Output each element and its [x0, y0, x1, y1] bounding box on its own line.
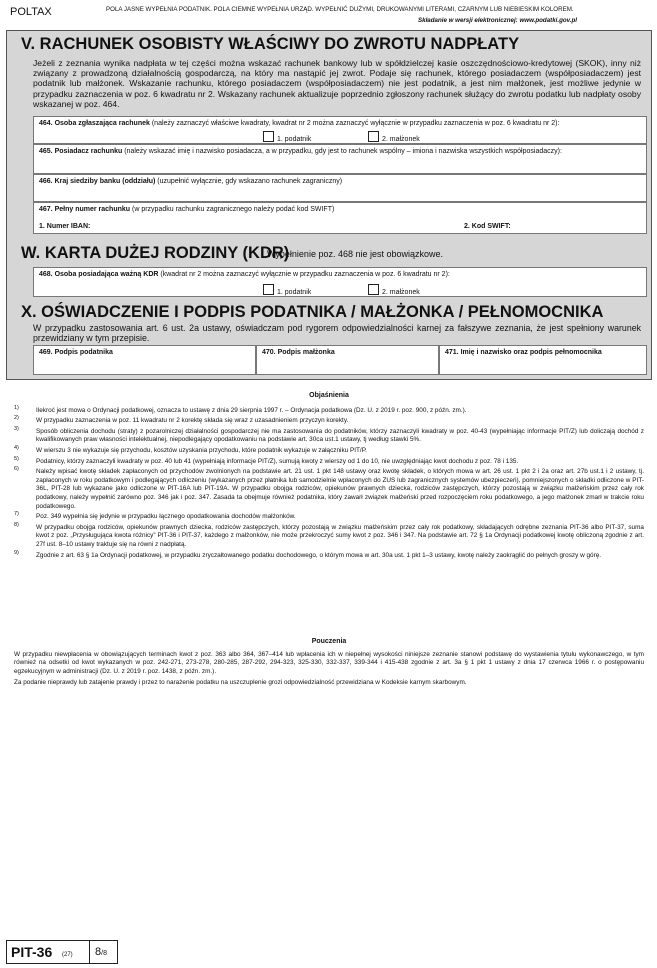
- checkbox-icon[interactable]: [368, 131, 379, 142]
- form-footer: [6, 940, 118, 964]
- field-468-hint: (kwadrat nr 2 można zaznaczyć wyłącznie w przypadku zaznaczenia w poz. 6 kwadratu nr 2):: [160, 271, 450, 278]
- explanations-title: Objaśnienia: [309, 392, 349, 399]
- field-467-label: 467. Pełny numer rachunku: [39, 206, 131, 213]
- field-467-hint: (w przypadku rachunku zagranicznego należy podać kod SWIFT): [132, 206, 335, 213]
- field-469[interactable]: 469. Podpis podatnika: [33, 345, 256, 375]
- explanation-text: Sposób obliczenia dochodu (straty) z pozarolniczej działalności gospodarczej nie ma zastosowania do podatników, którzy zaznaczyli kwadraty w poz. 40-43 (wypełniając informacje PIT/Z) lub doliczają dochód z kwalifikowanych praw własności intelektualnej, niepodlegający opodatkowaniu na podstawie art. 30ca ust.1 ustawy, tj według stawki 5%.: [36, 427, 644, 444]
- explanation-text: W przypadku zaznaczenia w poz. 11 kwadratu nr 2 korektę składa się wraz z uzasadnieniem przyczyn korekty.: [36, 417, 349, 425]
- explanation-text: Ilekroć jest mowa o Ordynacji podatkowej, oznacza to ustawę z dnia 29 sierpnia 1997 r. – Ordynacja podatkowa (Dz. U. z 2019 r. poz. 900, z późn. zm.).: [36, 406, 467, 414]
- section-x-title: X. OŚWIADCZENIE I PODPIS PODATNIKA / MAŁŻONKA / PEŁNOMOCNIKA: [21, 303, 604, 321]
- field-468-option-malzonek[interactable]: 2. małżonek: [368, 284, 420, 296]
- checkbox-icon[interactable]: [263, 284, 274, 295]
- explanation-text: Podatnicy, którzy zaznaczyli kwadraty w poz. 40 lub 41 (wypełniają informacje PIT/Z), sumują kwoty z wierszy od 1 do 10, nie uwzględniając kwot dochodu z poz. 78 i 135.: [36, 457, 519, 465]
- explanation-item: [14, 444, 644, 456]
- field-465-label: 465. Posiadacz rachunku: [39, 148, 123, 155]
- explanation-number: 5): [14, 455, 19, 462]
- explanation-item: [14, 513, 644, 522]
- checkbox-icon[interactable]: [368, 284, 379, 295]
- explanation-number: 6): [14, 466, 19, 473]
- explanation-text: Należy wpisać kwotę składek zapłaconych od przychodów zwolnionych na podstawie art. 21 ust. 1 pkt 148 ustawy oraz kwotę składek, o których mowa w art. 26 ust. 1 pkt 2 i 2a oraz art. 27b ust.1 i 2 ustawy, tj. zapłaconych w roku podatkowym i podlegających odliczeniu (wykazanych przez płatnika lub samodzielnie wpłaconych do ZUS lub zagranicznych systemów ubezpieczeń), pomniejszonych o składki odliczone w PIT-36L, PIT-28 lub wykazane jako odliczone w PIT-16A lub PIT-19A. W przypadku obojga rodziców, opiekunów prawnych dziecka, rodziców zastępczych, którzy pozostają w związku małżeńskim przez cały rok podatkowy, należy wypełnić zarówno poz. 346 jak i poz. 347. Zasada ta obejmuje również podatnika, który zawarł związek małżeński przed rozpoczęciem roku podatkowego, a jego małżonek zmarł w trakcie roku podatkowego.: [36, 468, 644, 510]
- section-v-description: Jeżeli z zeznania wynika nadpłata w tej części można wskazać rachunek bankowy lub w spółdzielczej kasie oszczędnościowo-kredytowej (SKOK), inny niż związany z prowadzoną działalnością gospodarczą, na który ma nastąpić jej zwrot. Podaje się rachunek, którego posiadaczem (współposiadaczem) jest podatnik lub małżonek. Wskazanie rachunku, którego posiadaczem (współposiadaczem) nie jest podatnik, a jest nim małżonek, jest możliwe jedynie w przypadku zaznaczenia w poz. 6 kwadratu nr 2. Wskazany rachunek aktualizuje poprzednio zgłoszony rachunek służący do zwrotu podatku lub nadpłaty osoby wskazanej w poz. 464.: [33, 58, 641, 109]
- explanation-item: [14, 425, 644, 445]
- field-468-label: 468. Osoba posiadająca ważną KDR: [39, 271, 159, 278]
- explanation-text: W wierszu 3 nie wykazuje się przychodu, kosztów uzyskania przychodu, które podatnik wykazuje w załączniku PIT/P.: [36, 446, 367, 454]
- field-465-hint: (należy wskazać imię i nazwisko posiadacza, a w przypadku, gdy jest to rachunek wspólny – imiona i nazwiska wszystkich współposiadaczy):: [124, 148, 562, 155]
- page-number: 8/8: [95, 946, 107, 958]
- field-464: [33, 116, 647, 144]
- instructions-paragraph-1: W przypadku niewpłacenia w obowiązujących terminach kwot z poz. 363 albo 364, 367–414 lub wpłacenia ich w niepełnej wysokości niniejsze zeznanie stanowi podstawę do wystawienia tytułu wykonawczego, w tym również na odsetki od kwot wykazanych w poz. 242-271, 273-278, 280-285, 287-292, 294-323, 325-330, 332-337, 339-344 i 415-438 zgodnie z art. 3a § 1 pkt 1 ustawy z dnia 17 czerwca 1966 r. o postępowaniu egzekucyjnym w administracji (Dz. U. z 2019 r. poz. 1438, z późn. zm.).: [14, 650, 644, 675]
- explanation-item: [14, 468, 644, 511]
- explanation-number: 4): [14, 444, 19, 451]
- section-w-title: W. KARTA DUŻEJ RODZINY (KDR): [21, 244, 290, 262]
- instructions-title: Pouczenia: [311, 638, 347, 645]
- instructions: [14, 638, 644, 691]
- explanation-item: [14, 549, 644, 561]
- explanation-item: [14, 417, 644, 426]
- field-464-option-podatnik[interactable]: 1. podatnik: [263, 131, 311, 143]
- fill-instruction: POLA JASNE WYPEŁNIA PODATNIK. POLA CIEMNE WYPEŁNIA URZĄD. WYPEŁNIĆ DUŻYMI, DRUKOWANYMI LITERAMI, CZARNYM LUB NIEBIESKIM KOLOREM.: [106, 6, 574, 13]
- form-frame: [6, 30, 652, 380]
- form-version: (27): [62, 952, 73, 958]
- explanation-number: 2): [14, 415, 19, 422]
- explanation-text: W przypadku obojga rodziców, opiekunów prawnych dziecka, rodziców zastępczych, którzy pozostają w związku małżeńskim przez cały rok podatkowy, składających odrębne zeznania PIT-36 albo PIT-37, suma kwot z poz. „Przysługująca kwota różnicy” PIT-36 i PIT-37, każdego z małżonków, nie może przekroczyć sumy kwot z poz. 346 i 347. Na podstawie art. 72 § 1a Ordynacji podatkowej kwotę obliczoną zgodnie z art. 27f ust. 8–10 ustawy traktuje się na równi z nadpłatą.: [36, 523, 644, 548]
- explanation-number: 9): [14, 549, 19, 556]
- section-x-description: W przypadku zastosowania art. 6 ust. 2a ustawy, oświadczam pod rygorem odpowiedzialności karnej za fałszywe zeznania, że jest spełniony warunek przewidziany w tym przepisie.: [33, 323, 641, 344]
- field-464-hint: (należy zaznaczyć właściwe kwadraty, kwadrat nr 2 można zaznaczyć wyłącznie w przypadku zaznaczenia w poz. 6 kwadratu nr 2):: [151, 120, 560, 127]
- form-name: PIT-36: [11, 944, 53, 960]
- explanations: [14, 392, 644, 562]
- field-466-label: 466. Kraj siedziby banku (oddziału): [39, 178, 156, 185]
- field-466[interactable]: [33, 174, 647, 202]
- field-464-option-malzonek[interactable]: 2. małżonek: [368, 131, 420, 143]
- section-w-subtitle: Wypełnienie poz. 468 nie jest obowiązkowe.: [267, 249, 444, 259]
- section-v-title: V. RACHUNEK OSOBISTY WŁAŚCIWY DO ZWROTU NADPŁATY: [21, 35, 520, 53]
- iban-label: 1. Numer IBAN:: [39, 223, 91, 230]
- checkbox-icon[interactable]: [263, 131, 274, 142]
- brand-label: POLTAX: [10, 6, 52, 18]
- field-471[interactable]: 471. Imię i nazwisko oraz podpis pełnomocnika: [439, 345, 647, 375]
- explanation-number: 3): [14, 425, 19, 432]
- electronic-info: Składanie w wersji elektronicznej: www.podatki.gov.pl: [418, 17, 577, 24]
- field-470[interactable]: 470. Podpis małżonka: [256, 345, 439, 375]
- explanation-text: Zgodnie z art. 63 § 1a Ordynacji podatkowej, w przypadku zryczałtowanego podatku dochodowego, o którym mowa w art. 30a ust. 1 pkt 1–3 ustawy, kwotę należy zaokrąglić do pełnych groszy w górę.: [36, 551, 602, 559]
- explanation-number: 1): [14, 404, 19, 411]
- field-468: [33, 267, 647, 297]
- explanation-item: [14, 455, 644, 467]
- field-465[interactable]: [33, 144, 647, 174]
- explanation-text: Poz. 349 wypełnia się jedynie w przypadku łącznego opodatkowania dochodów małżonków.: [36, 513, 296, 521]
- field-468-option-podatnik[interactable]: 1. podatnik: [263, 284, 311, 296]
- instructions-paragraph-2: Za podanie nieprawdy lub zatajenie prawdy i przez to narażenie podatku na uszczuplenie grozi odpowiedzialność przewidziana w Kodeksie karnym skarbowym.: [14, 679, 467, 687]
- field-464-label: 464. Osoba zgłaszająca rachunek: [39, 120, 150, 127]
- explanation-item: [14, 521, 644, 550]
- swift-label: 2. Kod SWIFT:: [464, 223, 511, 230]
- field-467[interactable]: [33, 202, 647, 234]
- explanation-number: 8): [14, 521, 19, 528]
- field-466-hint: (uzupełnić wyłącznie, gdy wskazano rachunek zagraniczny): [157, 178, 343, 185]
- explanation-number: 7): [14, 511, 19, 518]
- explanation-item: [14, 404, 644, 416]
